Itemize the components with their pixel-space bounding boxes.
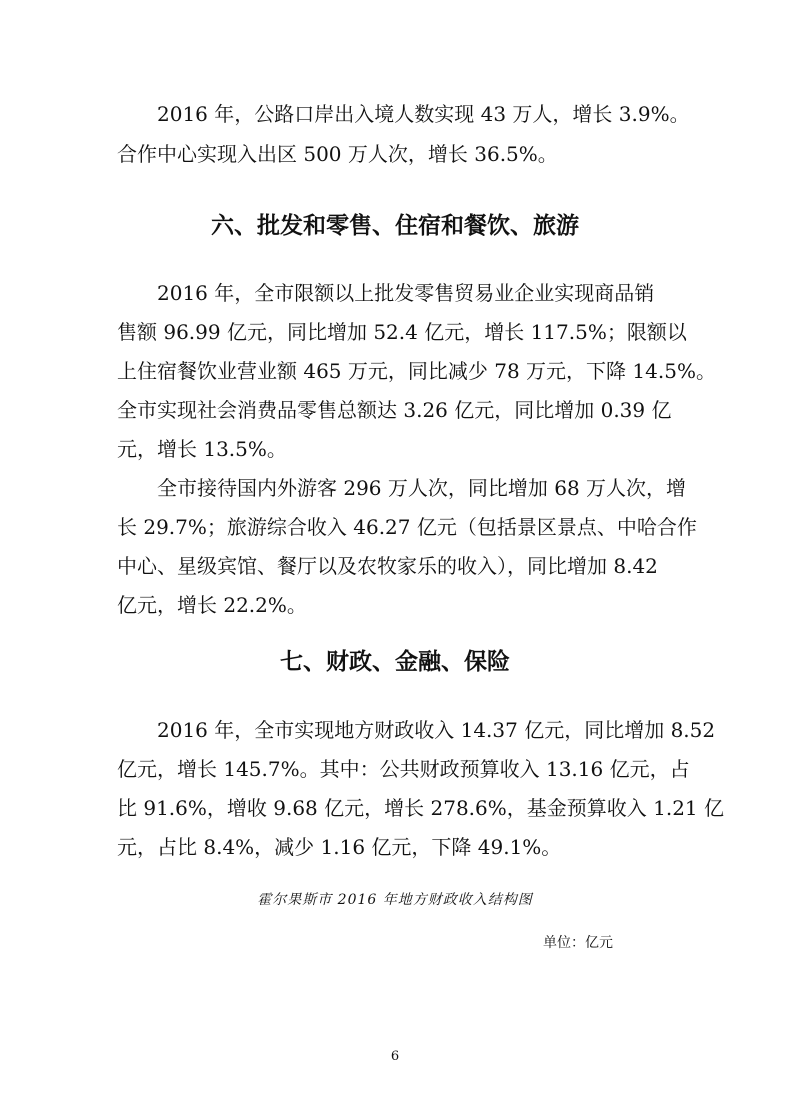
unit-label: 单位：亿元 — [543, 935, 613, 951]
paragraph-line: 合作中心实现入出区 500 万人次，增长 36.5%。 — [117, 142, 558, 166]
page-number: 6 — [390, 1049, 400, 1064]
paragraph-line: 全市实现社会消费品零售总额达 3.26 亿元，同比增加 0.39 亿 — [117, 398, 672, 422]
paragraph-line: 2016 年，全市实现地方财政收入 14.37 亿元，同比增加 8.52 — [157, 718, 716, 742]
paragraph-line: 比 91.6%，增收 9.68 亿元，增长 278.6%，基金预算收入 1.21 亿 — [117, 796, 725, 820]
paragraph-line: 长 29.7%；旅游综合收入 46.27 亿元（包括景区景点、中哈合作 — [117, 515, 697, 539]
paragraph-line: 亿元，增长 22.2%。 — [117, 593, 307, 617]
paragraph-line: 元，增长 13.5%。 — [117, 437, 287, 461]
chart-caption: 霍尔果斯市 2016 年地方财政收入结构图 — [257, 892, 533, 908]
paragraph-line: 亿元，增长 145.7%。其中：公共财政预算收入 13.16 亿元，占 — [117, 757, 690, 781]
paragraph-line: 2016 年，全市限额以上批发零售贸易业企业实现商品销 — [157, 281, 655, 305]
paragraph-line: 中心、星级宾馆、餐厅以及农牧家乐的收入），同比增加 8.42 — [117, 554, 658, 578]
paragraph-line: 2016 年，公路口岸出入境人数实现 43 万人，增长 3.9%。 — [157, 102, 690, 126]
paragraph-line: 售额 96.99 亿元，同比增加 52.4 亿元，增长 117.5%；限额以 — [117, 320, 687, 344]
paragraph-line: 上住宿餐饮业营业额 465 万元，同比减少 78 万元，下降 14.5%。 — [117, 359, 716, 383]
section-heading-finance: 七、财政、金融、保险 — [280, 649, 510, 675]
paragraph-line: 全市接待国内外游客 296 万人次，同比增加 68 万人次，增 — [157, 476, 687, 500]
paragraph-line: 元，占比 8.4%，减少 1.16 亿元，下降 49.1%。 — [117, 835, 562, 859]
section-heading-retail-tourism: 六、批发和零售、住宿和餐饮、旅游 — [211, 213, 579, 239]
